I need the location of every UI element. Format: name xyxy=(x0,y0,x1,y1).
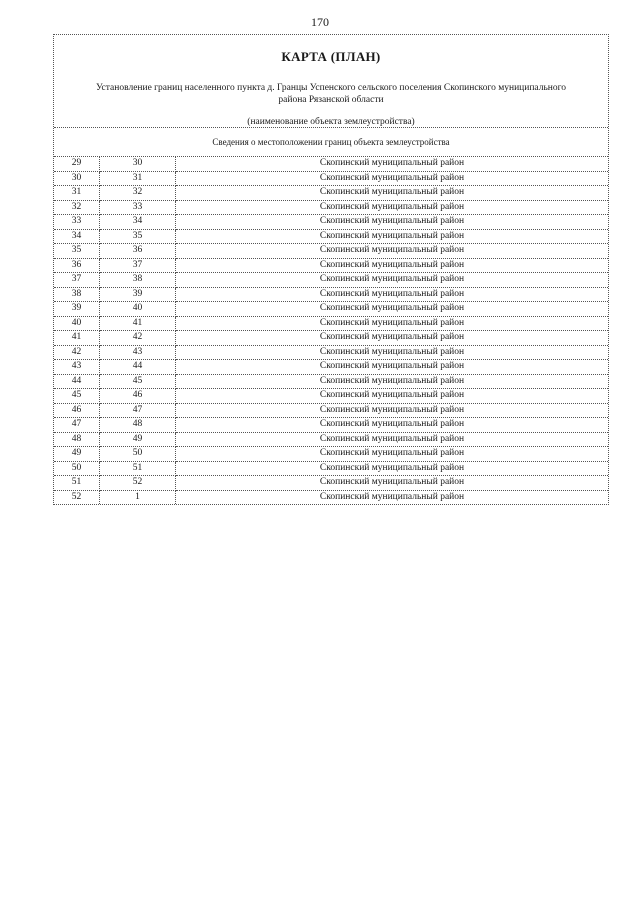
document-title: КАРТА (ПЛАН) xyxy=(281,49,381,64)
boundary-description-cell: Скопинский муниципальный район xyxy=(176,215,609,230)
point-to-cell: 39 xyxy=(100,287,176,302)
point-from-cell: 48 xyxy=(54,432,100,447)
point-to-cell: 33 xyxy=(100,200,176,215)
boundary-description-cell: Скопинский муниципальный район xyxy=(176,186,609,201)
point-from-cell: 37 xyxy=(54,273,100,288)
boundary-description-cell: Скопинский муниципальный район xyxy=(176,171,609,186)
boundary-description-cell: Скопинский муниципальный район xyxy=(176,374,609,389)
table-row xyxy=(54,273,608,288)
point-from-cell: 50 xyxy=(54,461,100,476)
point-to-cell: 37 xyxy=(100,258,176,273)
table-row xyxy=(54,360,608,375)
boundary-description-cell: Скопинский муниципальный район xyxy=(176,461,609,476)
boundary-description-cell: Скопинский муниципальный район xyxy=(176,345,609,360)
boundary-description-cell: Скопинский муниципальный район xyxy=(176,389,609,404)
table-row xyxy=(54,316,608,331)
page-number: 170 xyxy=(311,15,329,29)
point-to-cell: 45 xyxy=(100,374,176,389)
point-to-cell: 30 xyxy=(100,157,176,171)
document-frame xyxy=(53,34,609,505)
point-from-cell: 41 xyxy=(54,331,100,346)
boundary-description-cell: Скопинский муниципальный район xyxy=(176,244,609,259)
point-to-cell: 41 xyxy=(100,316,176,331)
point-to-cell: 35 xyxy=(100,229,176,244)
point-to-cell: 49 xyxy=(100,432,176,447)
table-row xyxy=(54,331,608,346)
point-to-cell: 40 xyxy=(100,302,176,317)
boundary-description-cell: Скопинский муниципальный район xyxy=(176,287,609,302)
table-row xyxy=(54,287,608,302)
boundary-description-cell: Скопинский муниципальный район xyxy=(176,447,609,462)
point-from-cell: 47 xyxy=(54,418,100,433)
boundary-description-cell: Скопинский муниципальный район xyxy=(176,200,609,215)
boundary-description-cell: Скопинский муниципальный район xyxy=(176,258,609,273)
point-from-cell: 42 xyxy=(54,345,100,360)
point-to-cell: 42 xyxy=(100,331,176,346)
table-row xyxy=(54,215,608,230)
boundary-description-cell: Скопинский муниципальный район xyxy=(176,229,609,244)
boundary-description-cell: Скопинский муниципальный район xyxy=(176,476,609,491)
table-row xyxy=(54,302,608,317)
point-to-cell: 32 xyxy=(100,186,176,201)
table-row xyxy=(54,403,608,418)
point-from-cell: 31 xyxy=(54,186,100,201)
table-row xyxy=(54,432,608,447)
point-to-cell: 34 xyxy=(100,215,176,230)
point-from-cell: 35 xyxy=(54,244,100,259)
table-row xyxy=(54,490,608,504)
table-row xyxy=(54,186,608,201)
section-heading: Сведения о местоположении границ объекта землеустройства xyxy=(54,128,608,157)
point-from-cell: 51 xyxy=(54,476,100,491)
boundary-description-cell: Скопинский муниципальный район xyxy=(176,316,609,331)
point-to-cell: 50 xyxy=(100,447,176,462)
table-row xyxy=(54,447,608,462)
point-to-cell: 46 xyxy=(100,389,176,404)
point-from-cell: 46 xyxy=(54,403,100,418)
boundary-table xyxy=(54,157,608,504)
table-row xyxy=(54,418,608,433)
point-from-cell: 45 xyxy=(54,389,100,404)
point-from-cell: 39 xyxy=(54,302,100,317)
table-row xyxy=(54,476,608,491)
document-subject: Установление границ населенного пункта д. Гранцы Успенского сельского поселения Скопинского муниципального района Рязанской области xyxy=(95,83,567,105)
boundary-description-cell: Скопинский муниципальный район xyxy=(176,360,609,375)
boundary-table-body xyxy=(54,157,608,504)
table-row xyxy=(54,461,608,476)
table-row xyxy=(54,374,608,389)
point-to-cell: 44 xyxy=(100,360,176,375)
point-to-cell: 43 xyxy=(100,345,176,360)
point-from-cell: 29 xyxy=(54,157,100,171)
point-to-cell: 47 xyxy=(100,403,176,418)
boundary-description-cell: Скопинский муниципальный район xyxy=(319,491,465,502)
point-from-cell: 33 xyxy=(54,215,100,230)
point-from-cell: 43 xyxy=(54,360,100,375)
document-subject-caption: (наименование объекта землеустройства) xyxy=(247,117,415,127)
point-from-cell: 40 xyxy=(54,316,100,331)
table-row xyxy=(54,389,608,404)
document-header xyxy=(54,35,608,128)
point-to-cell: 51 xyxy=(100,461,176,476)
point-to-cell: 48 xyxy=(100,418,176,433)
point-from-cell: 52 xyxy=(54,490,100,504)
boundary-description-cell: Скопинский муниципальный район xyxy=(176,331,609,346)
boundary-description-cell: Скопинский муниципальный район xyxy=(176,418,609,433)
point-to-cell: 31 xyxy=(100,171,176,186)
table-row xyxy=(54,200,608,215)
boundary-description-cell: Скопинский муниципальный район xyxy=(176,403,609,418)
boundary-description-cell: Скопинский муниципальный район xyxy=(176,157,609,171)
table-row xyxy=(54,345,608,360)
boundary-description-cell: Скопинский муниципальный район xyxy=(176,273,609,288)
point-from-cell: 36 xyxy=(54,258,100,273)
table-row xyxy=(54,229,608,244)
point-to-cell: 36 xyxy=(100,244,176,259)
boundary-description-cell: Скопинский муниципальный район xyxy=(176,302,609,317)
point-from-cell: 44 xyxy=(54,374,100,389)
point-to-cell: 38 xyxy=(100,273,176,288)
table-row xyxy=(54,244,608,259)
point-from-cell: 34 xyxy=(54,229,100,244)
point-from-cell: 38 xyxy=(54,287,100,302)
point-to-cell: 52 xyxy=(100,476,176,491)
point-from-cell: 49 xyxy=(54,447,100,462)
point-from-cell: 32 xyxy=(54,200,100,215)
point-from-cell: 30 xyxy=(54,171,100,186)
table-row xyxy=(54,171,608,186)
table-row xyxy=(54,258,608,273)
table-row xyxy=(54,157,608,171)
boundary-description-cell: Скопинский муниципальный район xyxy=(176,432,609,447)
point-to-cell: 1 xyxy=(100,490,176,504)
